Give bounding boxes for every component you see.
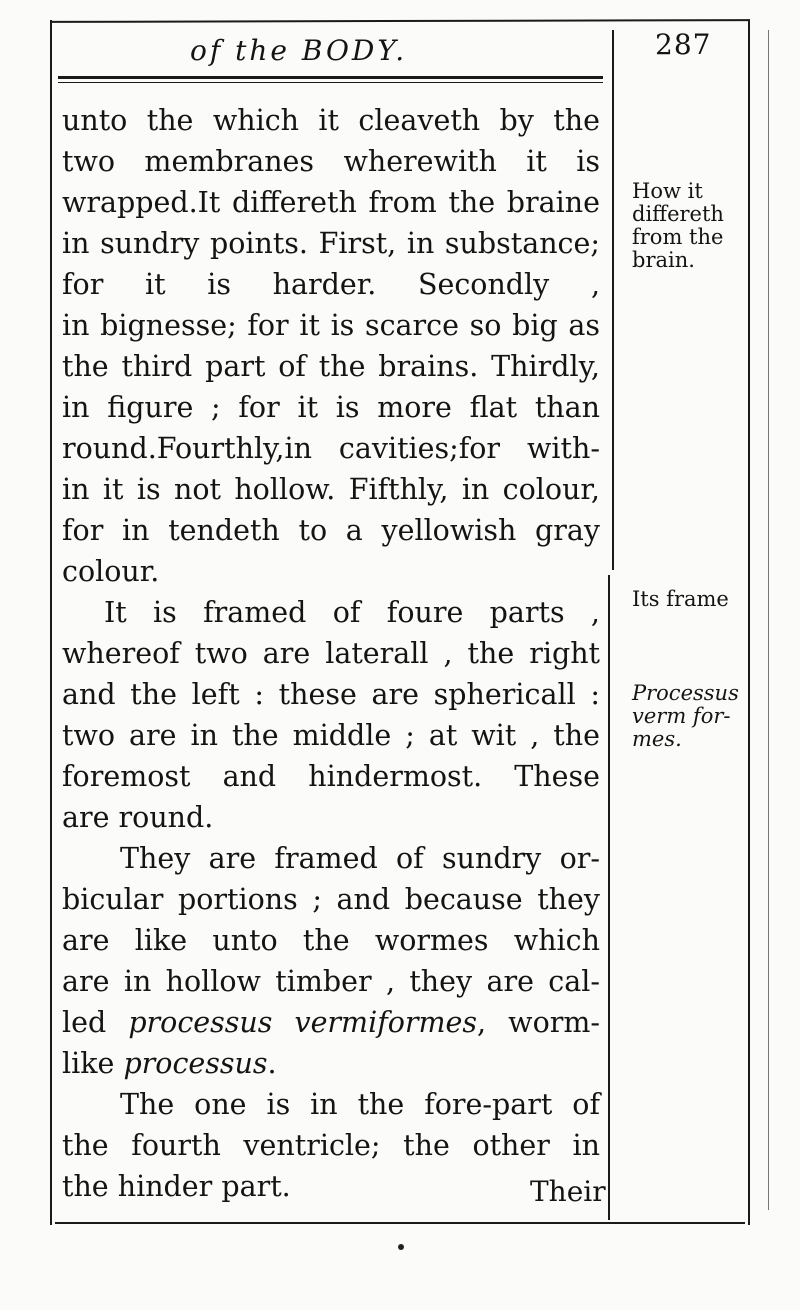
text-line: the third part of the brains. Thirdly,	[62, 350, 600, 383]
text-line: unto the which it cleaveth by the	[62, 104, 600, 137]
text-line: two are in the middle ; at wit , the	[62, 719, 600, 752]
running-head: of the BODY.	[190, 34, 408, 67]
text-line: in it is not hollow. Fifthly, in colour,	[62, 473, 600, 506]
text-line: two membranes wherewith it is	[62, 145, 600, 178]
line-roman-after: .	[267, 1047, 277, 1080]
paragraph-start-line: They are framed of sundry or-	[120, 842, 600, 875]
text-line: and the left : these are sphericall :	[62, 678, 600, 711]
catchword: Their	[530, 1175, 606, 1208]
margin-note: Its frame	[632, 587, 729, 611]
bottom-border	[55, 1222, 745, 1224]
text-line: for it is harder. Secondly ,	[62, 268, 600, 301]
left-border	[50, 20, 52, 1225]
margin-column-rule-lower	[608, 575, 610, 1220]
right-border	[748, 20, 750, 1225]
text-line: in bignesse; for it is scarce so big as	[62, 309, 600, 342]
margin-note-italic: Processus verm for-mes.	[632, 681, 739, 751]
page-edge-shadow	[768, 30, 769, 1210]
text-line: are round.	[62, 801, 214, 834]
text-line: for in tendeth to a yellowish gray	[62, 514, 600, 547]
margin-note: How it differeth from the brain.	[632, 179, 724, 272]
text-line: round.Fourthly,in cavities;for with-	[62, 432, 600, 465]
page-number: 287	[655, 28, 712, 61]
ink-speck	[398, 1244, 404, 1250]
margin-column-rule-upper	[612, 30, 614, 570]
text-line: bicular portions ; and because they	[62, 883, 600, 916]
text-line-mixed	[62, 1002, 600, 1043]
line-roman-after: , worm-	[477, 1006, 601, 1039]
paragraph-start-line: The one is in the fore-part of	[120, 1088, 600, 1121]
header-rule-thin	[58, 82, 603, 83]
body-text	[62, 100, 600, 1207]
line-roman: led	[62, 1006, 107, 1039]
header-rule	[58, 76, 603, 79]
latin-term: processus vermiformes	[128, 1006, 478, 1039]
text-line-mixed	[62, 1043, 600, 1084]
top-border	[50, 19, 750, 23]
text-line: foremost and hindermost. These	[62, 760, 600, 793]
text-line: whereof two are laterall , the right	[62, 637, 600, 670]
text-line: are like unto the wormes which	[62, 924, 600, 957]
text-line: the hinder part.	[62, 1170, 291, 1203]
paragraph-start-line: It is framed of foure parts ,	[104, 596, 600, 629]
text-line: the fourth ventricle; the other in	[62, 1129, 600, 1162]
text-line: in sundry points. First, in substance;	[62, 227, 600, 260]
text-line: colour.	[62, 555, 160, 588]
text-line: in figure ; for it is more flat than	[62, 391, 600, 424]
text-line: wrapped.It differeth from the braine	[62, 186, 600, 219]
latin-term: processus	[123, 1047, 268, 1080]
text-line: are in hollow timber , they are cal-	[62, 965, 600, 998]
line-roman: like	[62, 1047, 115, 1080]
